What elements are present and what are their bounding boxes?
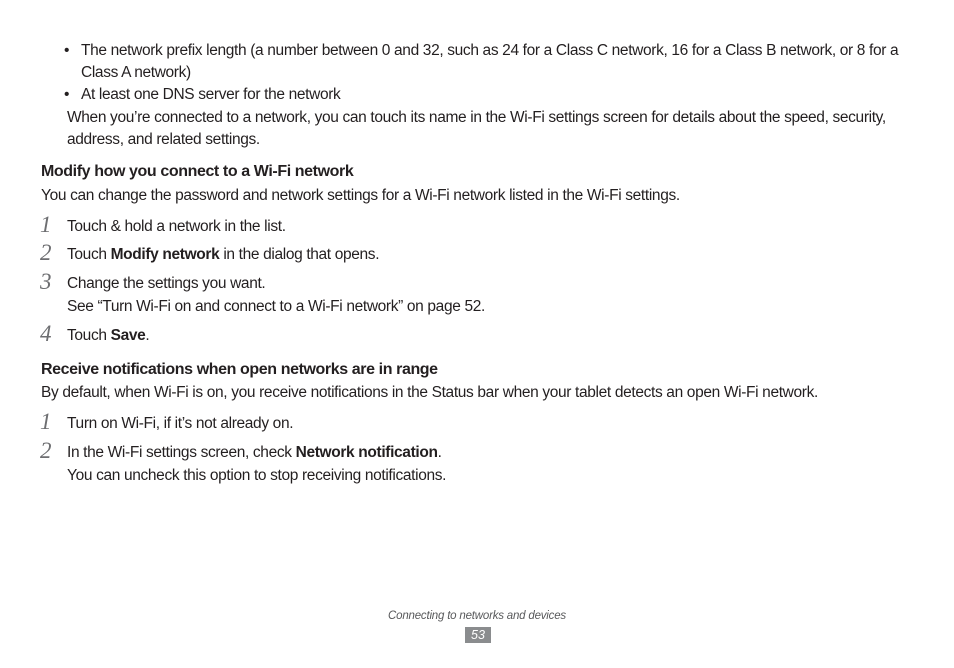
- section-heading: Modify how you connect to a Wi-Fi network: [41, 163, 354, 180]
- step-text: [67, 325, 927, 347]
- ui-term: Modify network: [110, 246, 220, 263]
- step-text-pre: Touch: [67, 327, 111, 344]
- step-text: Turn on Wi-Fi, if it’s not already on.: [67, 415, 294, 432]
- section-intro: You can change the password and network settings for a Wi-Fi network listed in the Wi-Fi settings.: [41, 187, 680, 204]
- step-text: [67, 442, 927, 464]
- step-text-post: .: [437, 444, 442, 461]
- step-number: 4: [40, 321, 52, 346]
- step-number: 2: [40, 240, 52, 265]
- step-note: You can uncheck this option to stop receiving notifications.: [67, 467, 447, 484]
- step-text-post: .: [145, 327, 150, 344]
- step-text: [67, 244, 927, 266]
- bullet-marker: •: [64, 42, 70, 59]
- step-text-pre: In the Wi-Fi settings screen, check: [67, 444, 296, 461]
- bullet-marker: •: [64, 86, 70, 103]
- step-text: Change the settings you want.: [67, 275, 266, 292]
- ui-term: Save: [110, 327, 146, 344]
- step-text-post: in the dialog that opens.: [219, 246, 380, 263]
- step-text: Touch & hold a network in the list.: [67, 218, 286, 235]
- step-number: 1: [40, 409, 52, 434]
- step-note: See “Turn Wi-Fi on and connect to a Wi-Fi network” on page 52.: [67, 298, 485, 315]
- step-number: 3: [40, 269, 52, 294]
- section-intro: By default, when Wi-Fi is on, you receive notifications in the Status bar when your tablet detects an open Wi-Fi network.: [41, 384, 818, 401]
- step-number: 2: [40, 438, 52, 463]
- bullet-item: The network prefix length (a number between 0 and 32, such as 24 for a Class C network, 16 for a Class B network, or 8 for a Class A network): [81, 42, 899, 81]
- page-number: 53: [465, 627, 491, 643]
- paragraph: When you’re connected to a network, you can touch its name in the Wi-Fi settings screen for details about the speed, security, address, and related settings.: [67, 109, 886, 148]
- step-text-pre: Touch: [67, 246, 111, 263]
- step-number: 1: [40, 212, 52, 237]
- bullet-item: At least one DNS server for the network: [81, 86, 341, 103]
- ui-term: Network notification: [295, 444, 438, 461]
- footer-chapter: Connecting to networks and devices: [388, 610, 566, 622]
- section-heading: Receive notifications when open networks are in range: [41, 361, 438, 378]
